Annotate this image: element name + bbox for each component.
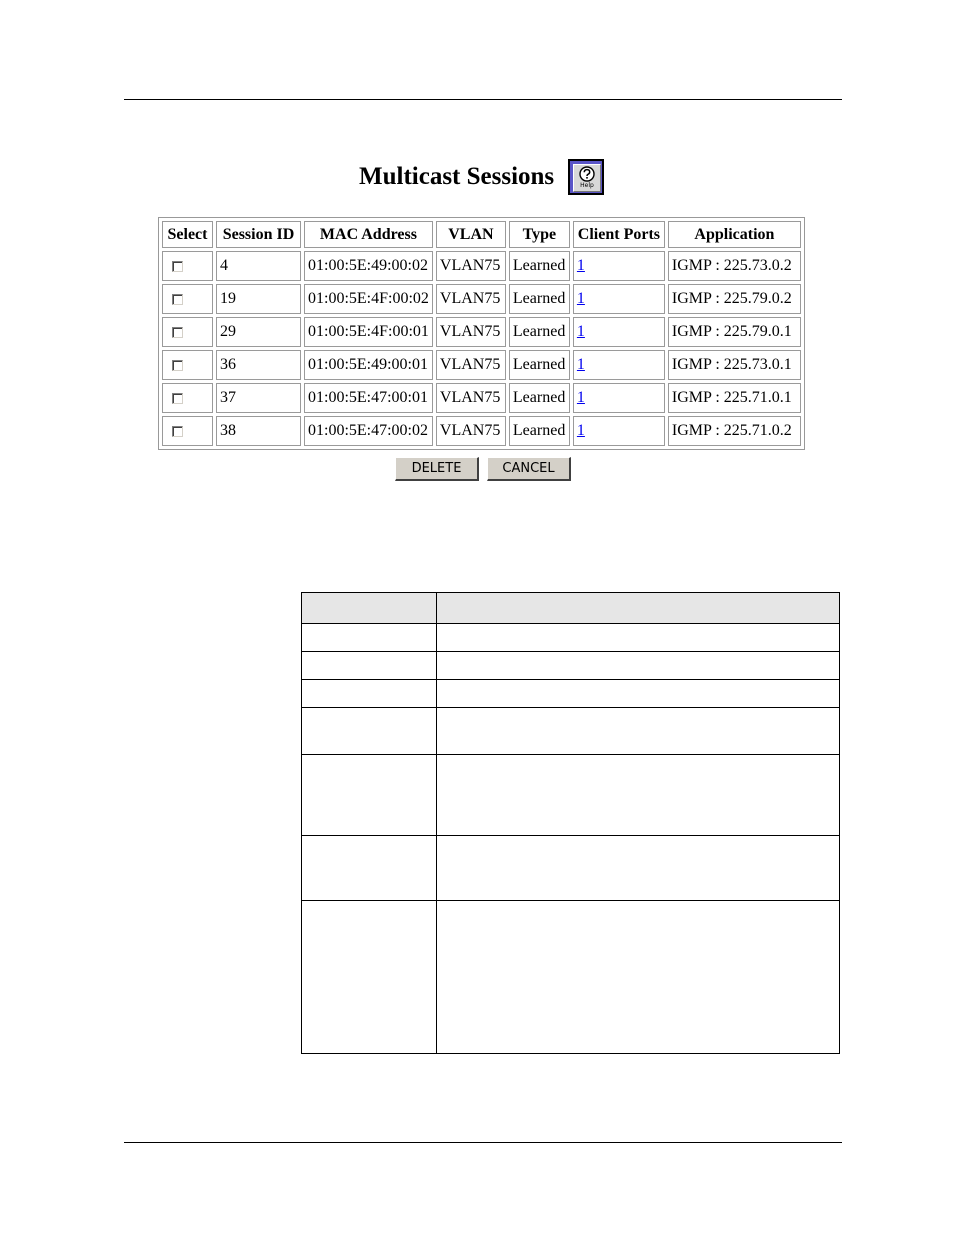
- description-row: [302, 708, 840, 755]
- description-text-cell: [437, 901, 840, 1054]
- type-cell: Learned: [509, 350, 570, 380]
- client-ports-link[interactable]: 1: [576, 290, 585, 307]
- footer-rule: [124, 1142, 842, 1143]
- description-field-cell: [302, 901, 437, 1054]
- mac-address-cell: 01:00:5E:4F:00:02: [304, 284, 433, 314]
- description-text-cell: [437, 836, 840, 901]
- application-cell: IGMP : 225.71.0.2: [668, 416, 801, 446]
- col-select: Select: [162, 221, 213, 248]
- session-id-cell: 4: [216, 251, 301, 281]
- description-header-row: [302, 593, 840, 624]
- description-row: [302, 624, 840, 652]
- select-cell: [162, 416, 213, 446]
- mac-address-cell: 01:00:5E:49:00:01: [304, 350, 433, 380]
- description-header-description: [437, 593, 840, 624]
- mac-address-cell: 01:00:5E:47:00:01: [304, 383, 433, 413]
- help-button[interactable]: [568, 159, 604, 195]
- type-cell: Learned: [509, 284, 570, 314]
- client-ports-cell: [573, 416, 665, 446]
- col-type: Type: [509, 221, 570, 248]
- help-icon: [573, 164, 601, 192]
- type-cell: Learned: [509, 317, 570, 347]
- client-ports-link[interactable]: 1: [576, 356, 585, 373]
- session-id-cell: 37: [216, 383, 301, 413]
- mac-address-cell: 01:00:5E:4F:00:01: [304, 317, 433, 347]
- vlan-cell: VLAN75: [436, 350, 506, 380]
- select-cell: [162, 284, 213, 314]
- description-field-cell: [302, 755, 437, 836]
- col-session-id: Session ID: [216, 221, 301, 248]
- field-description-table: [301, 592, 840, 1054]
- table-row: [162, 284, 801, 314]
- select-cell: [162, 251, 213, 281]
- select-cell: [162, 383, 213, 413]
- description-row: [302, 755, 840, 836]
- col-application: Application: [668, 221, 801, 248]
- client-ports-cell: [573, 350, 665, 380]
- select-checkbox[interactable]: [172, 327, 183, 338]
- select-cell: [162, 317, 213, 347]
- client-ports-cell: [573, 383, 665, 413]
- select-checkbox[interactable]: [172, 261, 183, 272]
- description-field-cell: [302, 836, 437, 901]
- session-id-cell: 38: [216, 416, 301, 446]
- description-row: [302, 652, 840, 680]
- client-ports-cell: [573, 251, 665, 281]
- description-field-cell: [302, 624, 437, 652]
- description-header-field: [302, 593, 437, 624]
- application-cell: IGMP : 225.79.0.1: [668, 317, 801, 347]
- select-checkbox[interactable]: [172, 393, 183, 404]
- client-ports-link[interactable]: 1: [576, 257, 585, 274]
- description-field-cell: [302, 708, 437, 755]
- application-cell: IGMP : 225.73.0.2: [668, 251, 801, 281]
- header-rule: [124, 99, 842, 100]
- table-row: [162, 317, 801, 347]
- application-cell: IGMP : 225.79.0.2: [668, 284, 801, 314]
- client-ports-link[interactable]: 1: [576, 323, 585, 340]
- description-row: [302, 836, 840, 901]
- select-checkbox[interactable]: [172, 294, 183, 305]
- vlan-cell: VLAN75: [436, 284, 506, 314]
- type-cell: Learned: [509, 383, 570, 413]
- client-ports-link[interactable]: 1: [576, 389, 585, 406]
- select-checkbox[interactable]: [172, 426, 183, 437]
- vlan-cell: VLAN75: [436, 416, 506, 446]
- col-mac-address: MAC Address: [304, 221, 433, 248]
- description-text-cell: [437, 708, 840, 755]
- col-client-ports: Client Ports: [573, 221, 665, 248]
- delete-button[interactable]: DELETE: [395, 457, 479, 481]
- description-text-cell: [437, 652, 840, 680]
- mac-address-cell: 01:00:5E:49:00:02: [304, 251, 433, 281]
- description-row: [302, 901, 840, 1054]
- session-id-cell: 19: [216, 284, 301, 314]
- type-cell: Learned: [509, 416, 570, 446]
- type-cell: Learned: [509, 251, 570, 281]
- vlan-cell: VLAN75: [436, 317, 506, 347]
- select-cell: [162, 350, 213, 380]
- description-text-cell: [437, 680, 840, 708]
- table-row: [162, 350, 801, 380]
- description-field-cell: [302, 652, 437, 680]
- client-ports-cell: [573, 317, 665, 347]
- mac-address-cell: 01:00:5E:47:00:02: [304, 416, 433, 446]
- vlan-cell: VLAN75: [436, 251, 506, 281]
- description-row: [302, 680, 840, 708]
- application-cell: IGMP : 225.73.0.1: [668, 350, 801, 380]
- page-title: Multicast Sessions: [359, 163, 555, 190]
- session-id-cell: 29: [216, 317, 301, 347]
- multicast-sessions-table: [158, 217, 805, 450]
- vlan-cell: VLAN75: [436, 383, 506, 413]
- description-field-cell: [302, 680, 437, 708]
- title-bar: [0, 158, 954, 198]
- select-checkbox[interactable]: [172, 360, 183, 371]
- cancel-button[interactable]: CANCEL: [487, 457, 571, 481]
- table-header-row: [162, 221, 801, 248]
- application-cell: IGMP : 225.71.0.1: [668, 383, 801, 413]
- description-text-cell: [437, 624, 840, 652]
- description-text-cell: [437, 755, 840, 836]
- table-row: [162, 383, 801, 413]
- client-ports-link[interactable]: 1: [576, 422, 585, 439]
- session-id-cell: 36: [216, 350, 301, 380]
- table-row: [162, 251, 801, 281]
- table-row: [162, 416, 801, 446]
- col-vlan: VLAN: [436, 221, 506, 248]
- help-icon-label: Help: [580, 182, 594, 189]
- client-ports-cell: [573, 284, 665, 314]
